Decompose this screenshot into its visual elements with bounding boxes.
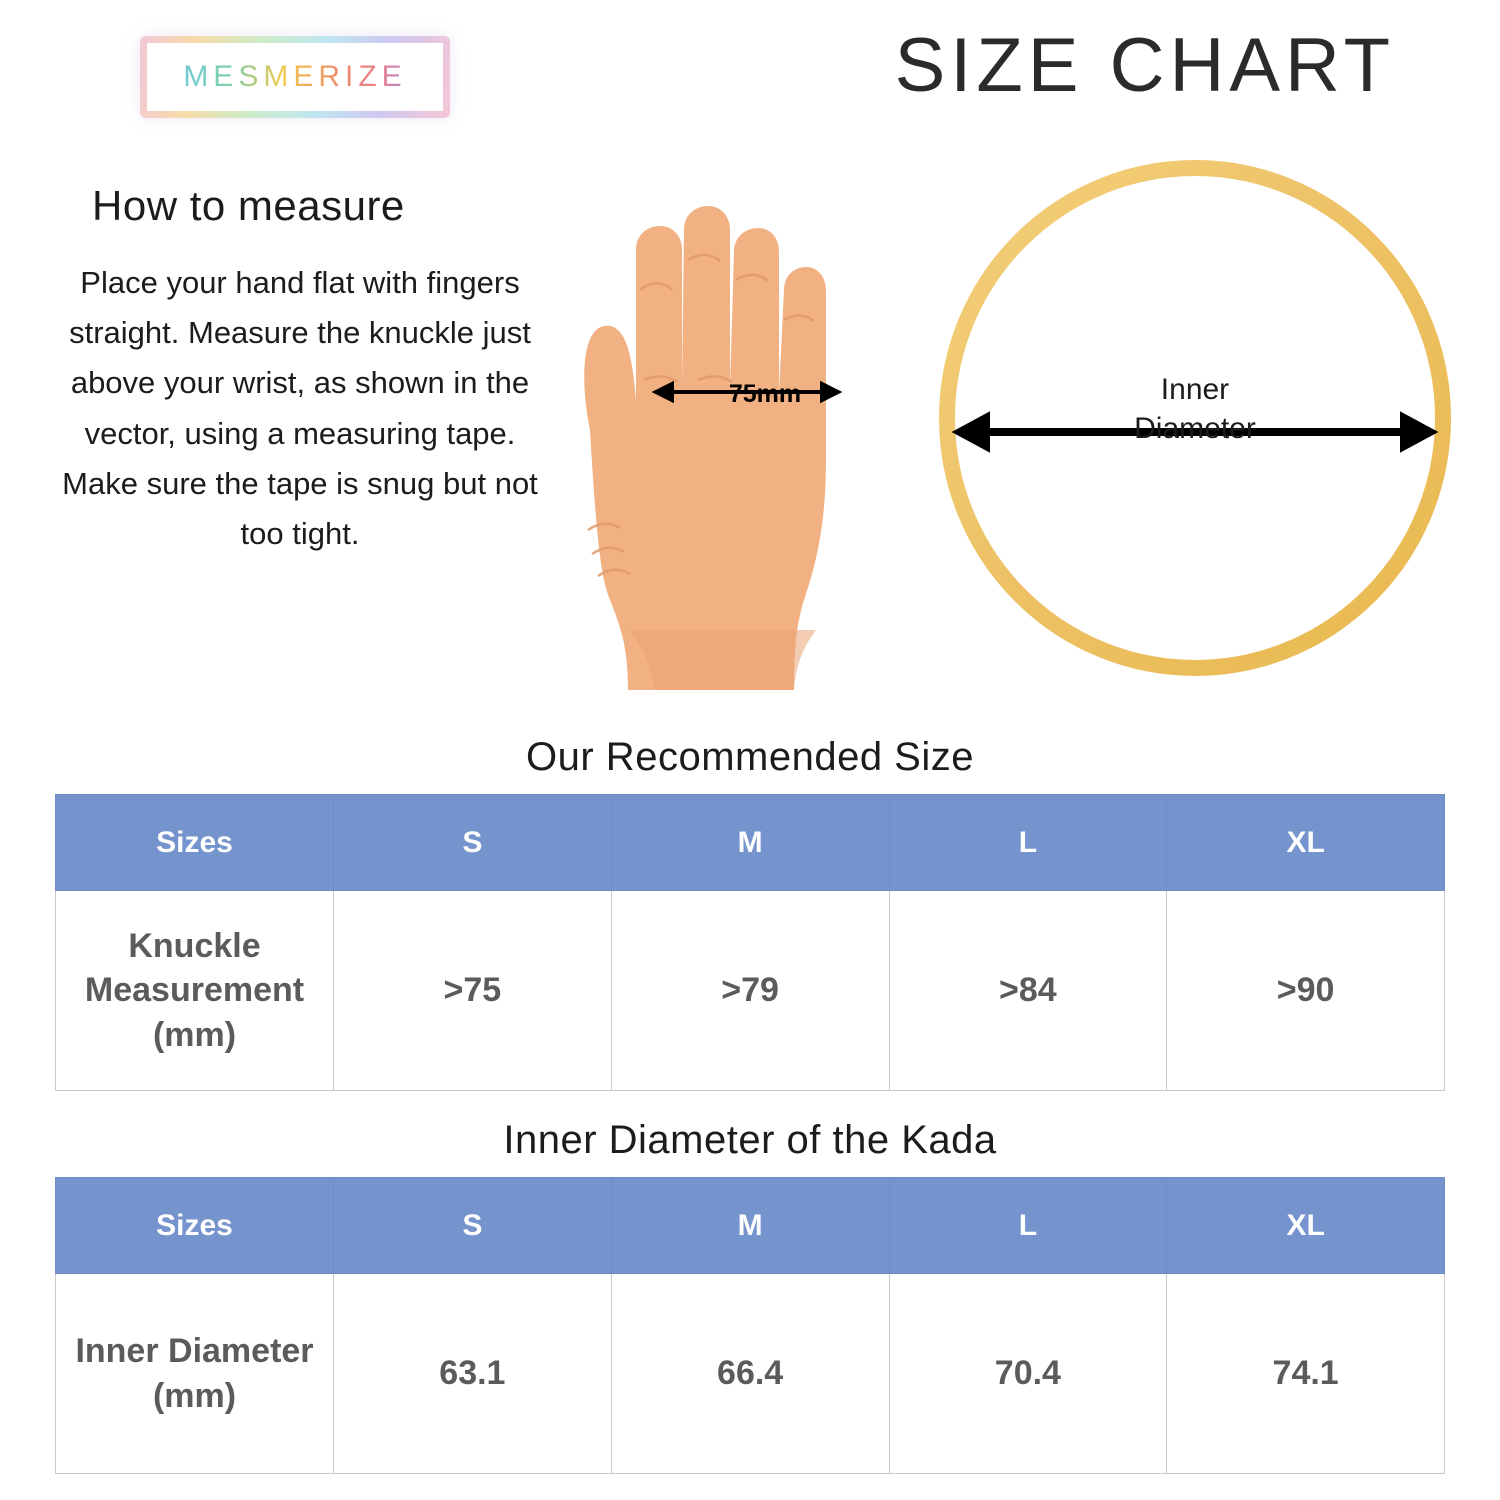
recommended-size-section [55,735,1445,1091]
table-cell: 63.1 [334,1274,612,1474]
table-cell: 70.4 [889,1274,1167,1474]
table-header-cell: S [334,795,612,891]
table-header-cell: M [611,795,889,891]
table-header-cell: S [334,1178,612,1274]
table-header-row [56,1178,1445,1274]
hand-icon [548,130,868,710]
row-label: Knuckle Measurement (mm) [56,891,334,1091]
table-header-cell: Sizes [56,795,334,891]
table-header-row [56,795,1445,891]
bangle-illustration [930,160,1460,690]
table-cell: 66.4 [611,1274,889,1474]
table-row [56,891,1445,1091]
how-to-measure-text: Place your hand flat with fingers straight. Measure the knuckle just above your wrist, as shown in the vector, using a measuring tape. Make sure the tape is snug but not too tight. [62,265,538,552]
hand-illustration [548,130,868,710]
inner-diameter-label-line2: Diameter [1134,412,1256,445]
recommended-size-table [55,794,1445,1091]
table-row [56,1274,1445,1474]
table-header-cell: L [889,1178,1167,1274]
inner-diameter-label [1085,370,1305,448]
table-cell: >90 [1167,891,1445,1091]
table-cell: >79 [611,891,889,1091]
row-label: Inner Diameter (mm) [56,1274,334,1474]
inner-diameter-table [55,1177,1445,1474]
knuckle-measure-label: 75mm [728,380,802,408]
table-cell: 74.1 [1167,1274,1445,1474]
page-title: SIZE CHART [894,23,1395,108]
inner-diameter-title: Inner Diameter of the Kada [503,1118,997,1162]
how-to-measure-heading: How to measure [92,182,405,229]
brand-logo-text: MESMERIZE [183,60,407,93]
table-header-cell: Sizes [56,1178,334,1274]
table-header-cell: M [611,1178,889,1274]
table-cell: >84 [889,891,1167,1091]
table-cell: >75 [334,891,612,1091]
recommended-size-title: Our Recommended Size [526,735,974,779]
table-header-cell: L [889,795,1167,891]
table-header-cell: XL [1167,795,1445,891]
inner-diameter-section [55,1118,1445,1474]
table-header-cell: XL [1167,1178,1445,1274]
inner-diameter-label-line1: Inner [1160,373,1230,406]
brand-logo [140,36,450,118]
